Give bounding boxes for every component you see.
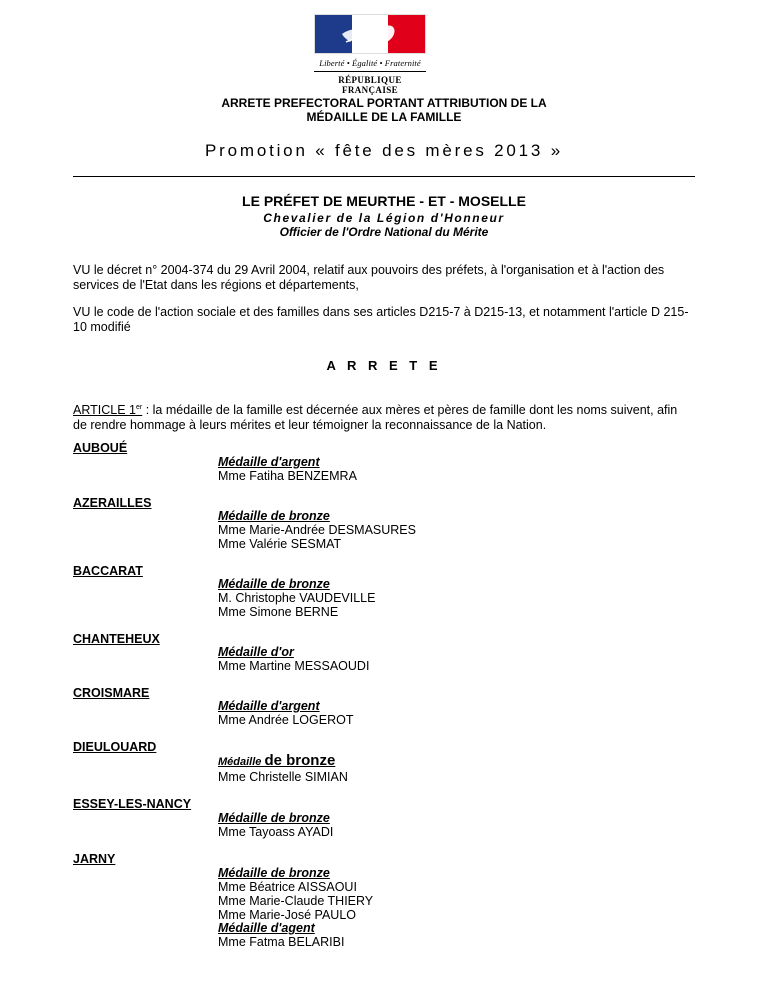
commune-dieulouard: DIEULOUARD (73, 740, 157, 754)
recipient: Mme Simone BERNE (218, 605, 339, 619)
marianne-icon (336, 16, 406, 52)
motto: Liberté • Égalité • Fraternité (319, 58, 421, 68)
recipient: Mme Marie-José PAULO (218, 908, 356, 922)
medal-type: Médaille d'or (218, 645, 294, 659)
arrete-heading: A R R E T E (326, 358, 442, 373)
republique-logo (314, 14, 426, 95)
article-1-label: ARTICLE 1er (73, 403, 143, 418)
arrete-title-line2: MÉDAILLE DE LA FAMILLE (306, 110, 462, 124)
logo-divider (314, 71, 426, 72)
medal-type: Médaille d'agent (218, 921, 315, 935)
arrete-title-line1: ARRETE PREFECTORAL PORTANT ATTRIBUTION DE LA (221, 96, 547, 110)
commune-azerailles: AZERAILLES (73, 496, 152, 510)
commune-auboue: AUBOUÉ (73, 441, 128, 455)
prefet-title-officier: Officier de l'Ordre National du Mérite (279, 225, 489, 239)
vu-code: VU le code de l'action sociale et des familles dans ses articles D215-7 à D215-13, et notamment l'article D 215-10 modifié (73, 305, 689, 334)
commune-baccarat: BACCARAT (73, 564, 143, 578)
recipient: Mme Marie-Claude THIERY (218, 894, 374, 908)
article-1 (73, 400, 693, 433)
commune-croismare: CROISMARE (73, 686, 150, 700)
vu-decret: VU le décret n° 2004-374 du 29 Avril 2004, relatif aux pouvoirs des préfets, à l'organisation et à l'action des services de l'Etat dans les régions et départements, (73, 263, 665, 292)
prefet-name: LE PRÉFET DE MEURTHE - ET - MOSELLE (242, 193, 526, 209)
promotion-title: Promotion « fête des mères 2013 » (205, 141, 563, 160)
commune-chanteheux: CHANTEHEUX (73, 632, 160, 646)
recipient: Mme Martine MESSAOUDI (218, 659, 370, 673)
recipient: Mme Christelle SIMIAN (218, 770, 348, 784)
recipient: M. Christophe VAUDEVILLE (218, 591, 376, 605)
medal-type: Médaille de bronze (218, 577, 330, 591)
medal-type: Médaille d'argent (218, 455, 320, 469)
divider (73, 176, 695, 177)
recipient: Mme Fatiha BENZEMRA (218, 469, 357, 483)
commune-jarny: JARNY (73, 852, 116, 866)
recipient: Mme Andrée LOGEROT (218, 713, 354, 727)
recipient: Mme Fatma BELARIBI (218, 935, 345, 949)
medal-type: Médaille de bronze (218, 752, 336, 769)
commune-essey-les-nancy: ESSEY-LES-NANCY (73, 797, 192, 811)
medal-type: Médaille de bronze (218, 811, 330, 825)
article-1-text: : la médaille de la famille est décernée aux mères et pères de famille dont les noms suivent, afin de rendre hommage à leurs mérites et leur témoigner la reconnaissance de la Nation. (73, 403, 678, 433)
prefet-title-chevalier: Chevalier de la Légion d'Honneur (263, 211, 505, 225)
recipient: Mme Valérie SESMAT (218, 537, 342, 551)
recipient: Mme Béatrice AISSAOUI (218, 880, 357, 894)
medal-type: Médaille de bronze (218, 509, 330, 523)
recipient: Mme Tayoass AYADI (218, 825, 334, 839)
medal-type: Médaille d'argent (218, 699, 320, 713)
medal-type: Médaille de bronze (218, 866, 330, 880)
recipient: Mme Marie-Andrée DESMASURES (218, 523, 416, 537)
republique-francaise: RÉPUBLIQUE FRANÇAISE (338, 75, 402, 95)
